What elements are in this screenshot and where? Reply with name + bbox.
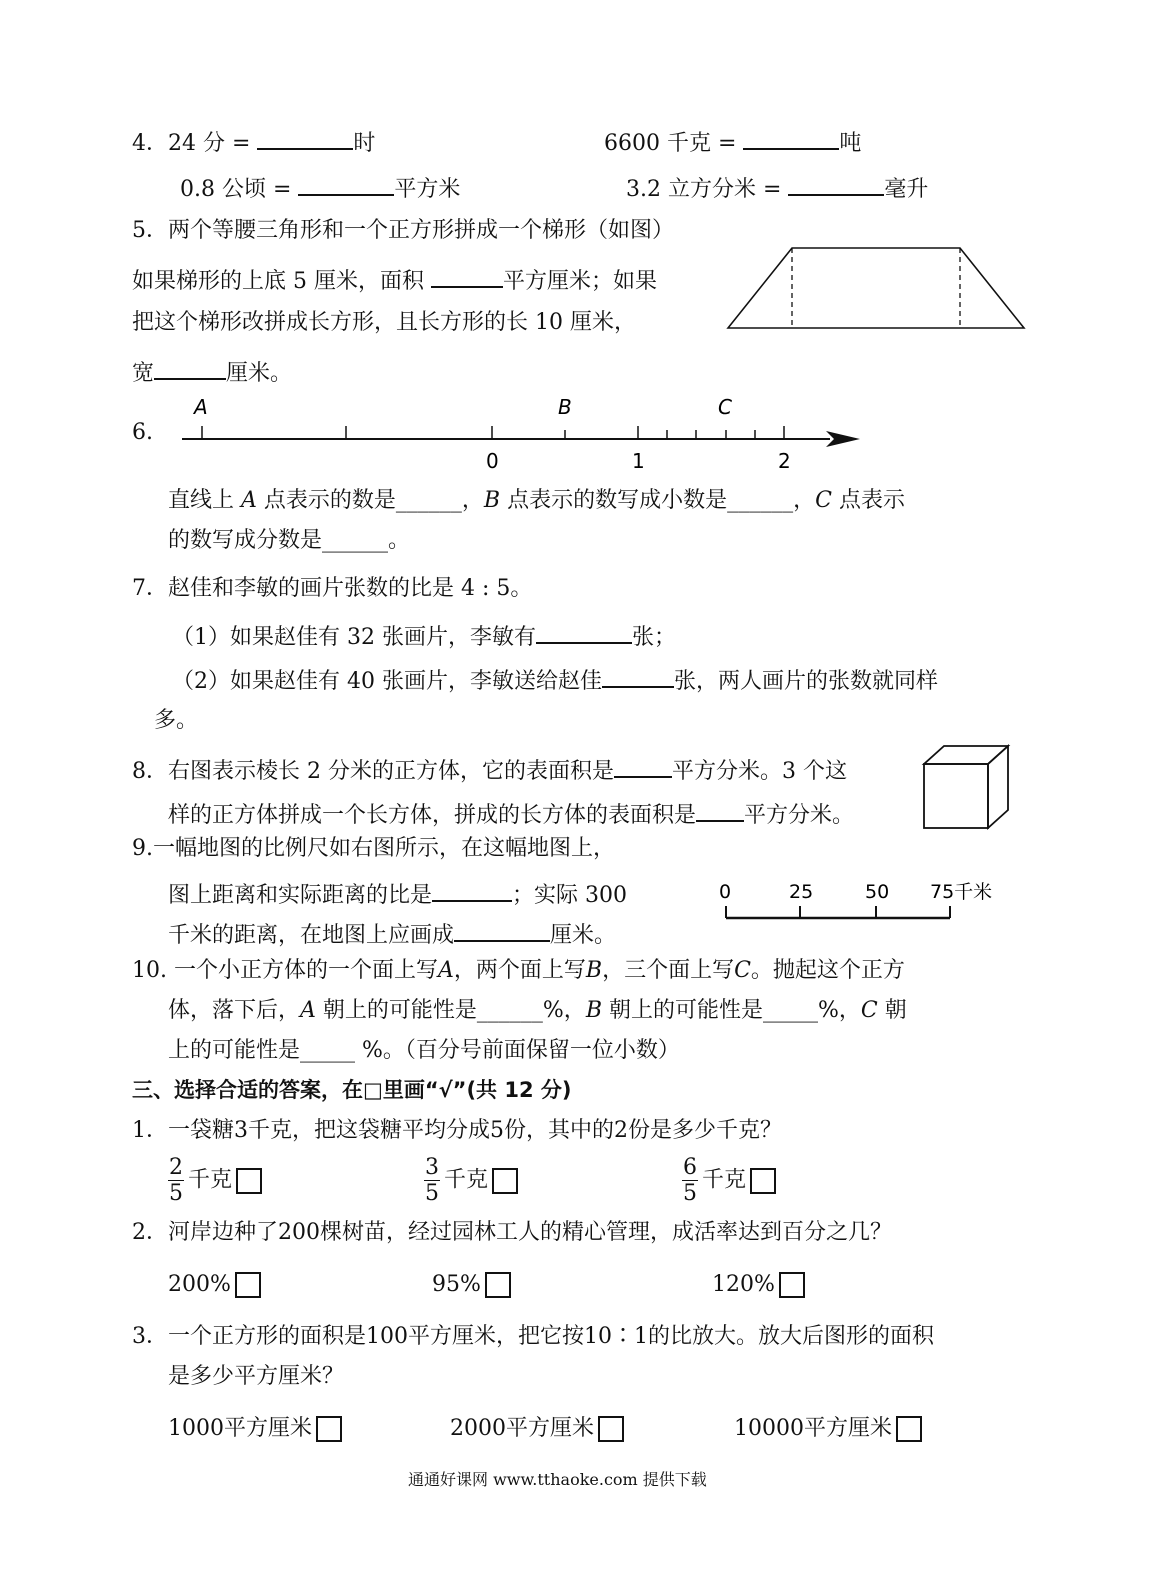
q7-sub2-blank[interactable] xyxy=(602,666,674,688)
checkbox-q1-a[interactable] xyxy=(236,1168,262,1194)
sec3-q2-option-b xyxy=(432,1272,511,1298)
q6-line2: 的数写成分数是______。 xyxy=(168,528,411,553)
q8-line1-prefix: 8．右图表示棱长 2 分米的正方体，它的表面积是 xyxy=(132,758,614,784)
sec3-q1-option-a xyxy=(168,1156,262,1205)
q10-text-6: 朝上的可能性是______%， xyxy=(322,998,586,1023)
q4-a-prefix: 24 分 = xyxy=(168,130,251,156)
q4-b-prefix: 6600 千克 = xyxy=(604,130,737,156)
q10-var-a: A xyxy=(437,958,454,983)
option-unit: 千克 xyxy=(188,1167,233,1193)
option-label: 2000平方厘米 xyxy=(450,1416,594,1441)
page-footer: 通通好课网 www.tthaoke.com 提供下载 xyxy=(408,1470,707,1489)
checkbox-q3-a[interactable] xyxy=(316,1416,342,1442)
q7-line1: 7．赵佳和李敏的画片张数的比是 4 : 5。 xyxy=(132,576,533,601)
fraction-2-5 xyxy=(168,1156,184,1205)
q5-width-blank[interactable] xyxy=(154,358,226,380)
q5-line4-prefix: 宽 xyxy=(132,360,155,386)
sec3-q1-option-b xyxy=(424,1156,518,1205)
q4-c-prefix: 0.8 公顷 = xyxy=(180,176,292,202)
q6-text-3: 点表示的数写成小数是______， xyxy=(507,488,816,513)
trapezoid-outline xyxy=(728,248,1024,328)
q10-line2 xyxy=(168,1000,907,1022)
q10-var-b-2: B xyxy=(585,998,602,1023)
sec3-q3-line2: 是多少平方厘米？ xyxy=(168,1364,345,1389)
q9-line1: 9.一幅地图的比例尺如右图所示，在这幅地图上， xyxy=(132,836,615,861)
fraction-6-5 xyxy=(682,1156,698,1205)
q7-sub1-blank[interactable] xyxy=(536,622,632,644)
q9-ratio-blank[interactable] xyxy=(432,880,512,902)
q6-number: 6. xyxy=(132,420,153,445)
label-c: C xyxy=(718,395,732,419)
q4-number: 4． xyxy=(132,130,168,156)
tick-label-1: 1 xyxy=(632,449,645,473)
q6-var-b: B xyxy=(483,488,501,513)
q9-line3-prefix: 千米的距离，在地图上应画成 xyxy=(168,922,455,948)
q5-line2 xyxy=(132,266,657,293)
option-label: 10000平方厘米 xyxy=(734,1416,892,1441)
q10-text-8: 朝 xyxy=(884,998,907,1023)
sec3-q3-option-a xyxy=(168,1416,342,1442)
q8-line1-suffix: 平方分米。3 个这 xyxy=(671,758,847,784)
sec3-q1-option-c xyxy=(682,1156,776,1205)
q8-line2 xyxy=(168,800,854,827)
sec3-q3-option-c xyxy=(734,1416,922,1442)
q7-sub1-suffix: 张； xyxy=(631,624,676,650)
q6-line1 xyxy=(168,490,905,512)
sec3-q2-option-c xyxy=(712,1272,805,1298)
scale-label-75: 75千米 xyxy=(930,881,993,903)
q4-item-a xyxy=(132,128,375,155)
q5-line4 xyxy=(132,358,292,385)
q10-var-c: C xyxy=(734,958,751,983)
q7-sub1-prefix: （1）如果赵佳有 32 张画片，李敏有 xyxy=(172,624,536,650)
option-unit: 千克 xyxy=(702,1167,747,1193)
fraction-denominator: 5 xyxy=(683,1181,697,1207)
sec3-q3-option-b xyxy=(450,1416,624,1442)
cube-side-face xyxy=(988,746,1008,828)
q10-text-7: 朝上的可能性是_____%， xyxy=(608,998,861,1023)
q4-d-unit: 毫升 xyxy=(884,176,929,202)
q9-distance-blank[interactable] xyxy=(454,920,550,942)
q9-line2-prefix: 图上距离和实际距离的比是 xyxy=(168,882,433,908)
number-line-arrow xyxy=(826,431,860,447)
label-b: B xyxy=(558,395,572,419)
q10-text-1: 10. 一个小正方体的一个面上写 xyxy=(132,958,438,983)
scale-label-0: 0 xyxy=(719,881,732,903)
sec3-q3-line1: 3．一个正方形的面积是100平方厘米，把它按10∶1的比放大。放大后图形的面积 xyxy=(132,1324,934,1349)
q9-line3-suffix: 厘米。 xyxy=(550,922,617,948)
q8-cuboid-blank[interactable] xyxy=(696,800,744,822)
q6-text-4: 点表示 xyxy=(838,488,905,513)
checkbox-q1-b[interactable] xyxy=(492,1168,518,1194)
scale-label-25: 25 xyxy=(789,881,814,903)
q5-line1: 5．两个等腰三角形和一个正方形拼成一个梯形（如图） xyxy=(132,218,674,243)
q10-var-c-2: C xyxy=(860,998,878,1023)
q10-text-5: 体，落下后， xyxy=(168,998,301,1023)
q8-area-blank[interactable] xyxy=(614,756,672,778)
q6-text-2: 点表示的数是______， xyxy=(263,488,484,513)
q4-item-c xyxy=(180,174,460,201)
fraction-numerator: 2 xyxy=(169,1155,183,1180)
q4-b-unit: 吨 xyxy=(839,130,862,156)
checkbox-q1-c[interactable] xyxy=(750,1168,776,1194)
q7-sub2-prefix: （2）如果赵佳有 40 张画片，李敏送给赵佳 xyxy=(172,668,602,694)
checkbox-q2-c[interactable] xyxy=(779,1272,805,1298)
trapezoid-figure xyxy=(720,240,1030,340)
q4-c-answer-blank[interactable] xyxy=(298,174,394,196)
checkbox-q3-c[interactable] xyxy=(896,1416,922,1442)
q10-line3: 上的可能性是_____ %。（百分号前面保留一位小数） xyxy=(168,1038,680,1063)
q10-var-b: B xyxy=(585,958,603,983)
q9-line3 xyxy=(168,920,616,947)
q10-line1 xyxy=(132,960,905,982)
q6-text-1: 直线上 xyxy=(168,488,235,513)
q4-d-prefix: 3.2 立方分米 = xyxy=(626,176,782,202)
q7-sub2 xyxy=(172,666,938,693)
q10-text-3: ，三个面上写 xyxy=(602,958,735,983)
q4-item-b xyxy=(604,128,861,155)
checkbox-q3-b[interactable] xyxy=(598,1416,624,1442)
fraction-3-5 xyxy=(424,1156,440,1205)
q4-a-answer-blank[interactable] xyxy=(257,128,353,150)
cube-figure xyxy=(920,744,1012,832)
option-label: 95% xyxy=(432,1272,481,1297)
fraction-numerator: 3 xyxy=(425,1155,439,1180)
q6-var-a: A xyxy=(241,488,257,513)
q4-b-answer-blank[interactable] xyxy=(743,128,839,150)
fraction-denominator: 5 xyxy=(425,1181,439,1207)
q7-sub2-suffix: 张，两人画片的张数就同样 xyxy=(673,668,938,694)
q9-line2 xyxy=(168,880,627,907)
scale-label-50: 50 xyxy=(865,881,890,903)
label-a: A xyxy=(194,395,208,419)
q4-a-unit: 时 xyxy=(353,130,376,156)
option-label: 200% xyxy=(168,1272,231,1297)
sec3-q1-text: 1．一袋糖3千克，把这袋糖平均分成5份，其中的2份是多少千克？ xyxy=(132,1118,782,1143)
option-unit: 千克 xyxy=(444,1167,489,1193)
q10-text-2: ，两个面上写 xyxy=(453,958,586,983)
q6-var-c: C xyxy=(815,488,832,513)
q5-line2-prefix: 如果梯形的上底 5 厘米，面积 xyxy=(132,268,424,294)
q5-line3: 把这个梯形改拼成长方形，且长方形的长 10 厘米， xyxy=(132,310,636,335)
sec3-q2-text: 2．河岸边种了200棵树苗，经过园林工人的精心管理，成活率达到百分之几？ xyxy=(132,1220,892,1245)
q9-line2-suffix: ；实际 300 xyxy=(512,882,628,908)
fraction-numerator: 6 xyxy=(683,1155,697,1180)
q8-line2-suffix: 平方分米。 xyxy=(744,802,855,828)
map-scale-bar xyxy=(716,878,1006,924)
q8-line1 xyxy=(132,756,847,783)
number-line-ticks xyxy=(202,426,784,439)
sec3-q2-option-a xyxy=(168,1272,261,1298)
scale-bar-ticks xyxy=(726,906,950,918)
section3-title: 三、选择合适的答案，在□里画“√”(共 12 分) xyxy=(132,1078,572,1102)
q4-c-unit: 平方米 xyxy=(394,176,461,202)
q5-line4-suffix: 厘米。 xyxy=(226,360,293,386)
option-label: 120% xyxy=(712,1272,775,1297)
q10-var-a-2: A xyxy=(300,998,316,1023)
option-label: 1000平方厘米 xyxy=(168,1416,312,1441)
checkbox-q2-b[interactable] xyxy=(485,1272,511,1298)
q4-item-d xyxy=(626,174,928,201)
q8-line2-prefix: 样的正方体拼成一个长方体，拼成的长方体的表面积是 xyxy=(168,802,697,828)
q4-d-answer-blank[interactable] xyxy=(788,174,884,196)
number-line xyxy=(170,390,870,480)
q5-line2-suffix: 平方厘米；如果 xyxy=(502,268,657,294)
q5-area-blank[interactable] xyxy=(431,266,503,288)
tick-label-0: 0 xyxy=(486,449,499,473)
checkbox-q2-a[interactable] xyxy=(235,1272,261,1298)
tick-label-2: 2 xyxy=(778,449,791,473)
fraction-denominator: 5 xyxy=(169,1181,183,1207)
q7-sub1 xyxy=(172,622,676,649)
cube-front-face xyxy=(924,764,988,828)
cube-top-face xyxy=(924,746,1008,764)
q10-text-4: 。抛起这个正方 xyxy=(750,958,905,983)
q7-sub2-continued: 多。 xyxy=(154,708,199,733)
